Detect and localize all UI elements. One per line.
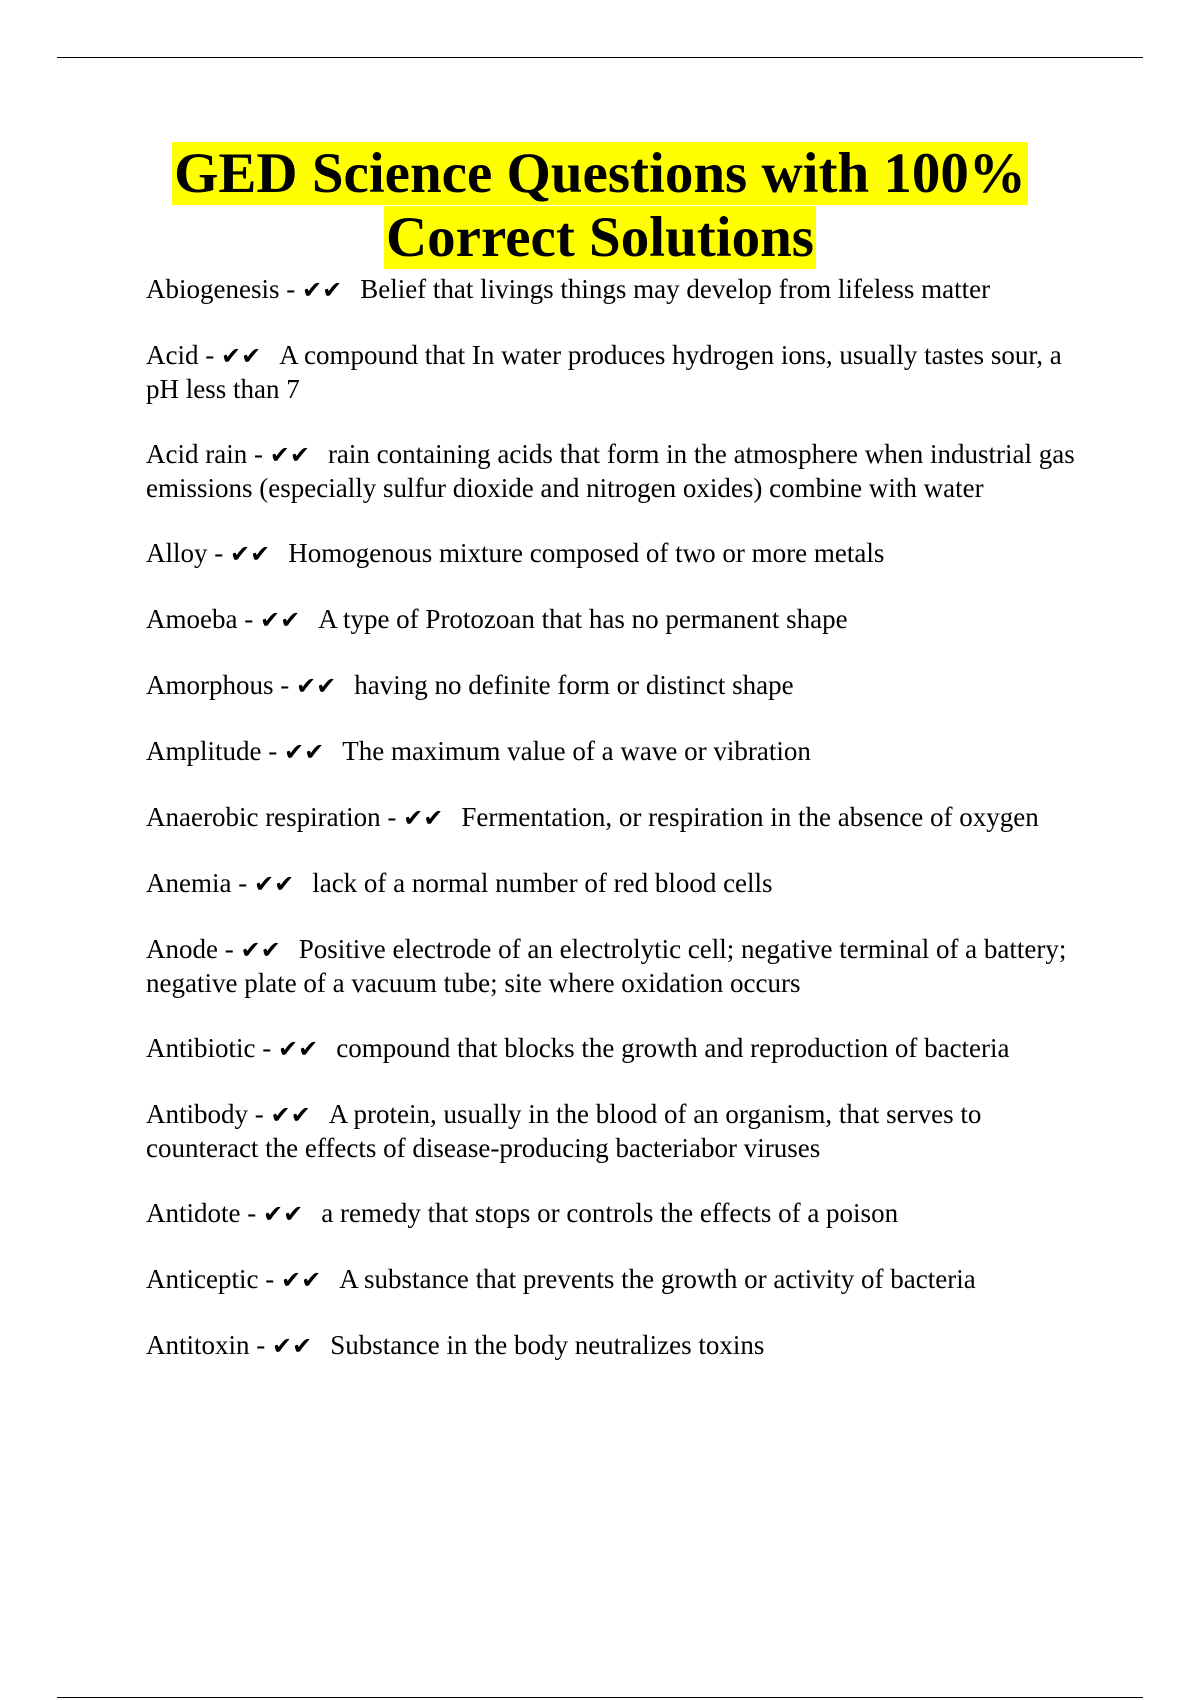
entry-term: Amplitude - — [146, 736, 284, 766]
entry-term: Acid rain - — [146, 439, 270, 469]
double-check-icon: ✔✔ — [270, 1101, 311, 1129]
double-check-icon: ✔✔ — [230, 540, 271, 568]
list-item — [146, 1032, 1096, 1066]
list-item — [146, 867, 1096, 901]
entry-definition: a remedy that stops or controls the effects of a poison — [321, 1198, 899, 1228]
entry-definition: A compound that In water produces hydrogen ions, usually tastes sour, a pH less than 7 — [146, 340, 1062, 404]
entry-definition: Positive electrode of an electrolytic cell; negative terminal of a battery; negative plate of a vacuum tube; site where oxidation occurs — [146, 934, 1067, 998]
page-title — [100, 142, 1100, 270]
definition-list — [146, 273, 1096, 1395]
entry-term: Anticeptic - — [146, 1264, 281, 1294]
entry-definition: compound that blocks the growth and reproduction of bacteria — [336, 1033, 1010, 1063]
entry-term: Antibiotic - — [146, 1033, 278, 1063]
entry-definition: Belief that livings things may develop from lifeless matter — [360, 274, 991, 304]
list-item — [146, 1098, 1096, 1165]
entry-definition: A substance that prevents the growth or activity of bacteria — [339, 1264, 976, 1294]
list-item — [146, 933, 1096, 1000]
double-check-icon: ✔✔ — [259, 606, 301, 634]
double-check-icon: ✔✔ — [240, 936, 281, 964]
double-check-icon: ✔✔ — [253, 870, 295, 898]
list-item — [146, 735, 1096, 769]
entry-term: Acid - — [146, 340, 221, 370]
double-check-icon: ✔✔ — [301, 276, 343, 304]
title-line-1: GED Science Questions with 100% — [174, 142, 1026, 205]
entry-term: Anaerobic respiration - — [146, 802, 403, 832]
double-check-icon: ✔✔ — [272, 1332, 313, 1360]
entry-definition: Fermentation, or respiration in the absence of oxygen — [461, 802, 1039, 832]
entry-definition: Homogenous mixture composed of two or more metals — [288, 538, 885, 568]
entry-definition: A protein, usually in the blood of an organism, that serves to counteract the effects of disease-producing bacteriabor viruses — [146, 1099, 982, 1163]
list-item — [146, 1197, 1096, 1231]
entry-definition: lack of a normal number of red blood cells — [312, 868, 773, 898]
double-check-icon: ✔✔ — [220, 342, 262, 370]
entry-term: Anemia - — [146, 868, 254, 898]
top-rule — [57, 57, 1143, 58]
double-check-icon: ✔✔ — [269, 441, 310, 469]
double-check-icon: ✔✔ — [278, 1035, 319, 1063]
list-item — [146, 801, 1096, 835]
entry-definition: rain containing acids that form in the atmosphere when industrial gas emissions (especially sulfur dioxide and nitrogen oxides) combine with water — [146, 439, 1075, 503]
list-item — [146, 1329, 1096, 1363]
entry-term: Anode - — [146, 934, 240, 964]
entry-term: Antibody - — [146, 1099, 271, 1129]
entry-term: Abiogenesis - — [146, 274, 302, 304]
entry-definition: The maximum value of a wave or vibration — [342, 736, 811, 766]
list-item — [146, 438, 1096, 505]
list-item — [146, 603, 1096, 637]
list-item — [146, 339, 1096, 406]
entry-term: Alloy - — [146, 538, 230, 568]
entry-term: Amorphous - — [146, 670, 296, 700]
list-item — [146, 273, 1096, 307]
list-item — [146, 669, 1096, 703]
entry-term: Antidote - — [146, 1198, 263, 1228]
double-check-icon: ✔✔ — [296, 672, 337, 700]
entry-term: Antitoxin - — [146, 1330, 272, 1360]
title-line-2: Correct Solutions — [385, 206, 814, 269]
double-check-icon: ✔✔ — [263, 1200, 304, 1228]
entry-definition: A type of Protozoan that has no permanent shape — [318, 604, 848, 634]
double-check-icon: ✔✔ — [284, 738, 325, 766]
double-check-icon: ✔✔ — [280, 1266, 322, 1294]
entry-definition: Substance in the body neutralizes toxins — [330, 1330, 765, 1360]
list-item — [146, 537, 1096, 571]
entry-term: Amoeba - — [146, 604, 260, 634]
entry-definition: having no definite form or distinct shape — [354, 670, 794, 700]
list-item — [146, 1263, 1096, 1297]
double-check-icon: ✔✔ — [403, 804, 444, 832]
bottom-rule — [57, 1697, 1143, 1698]
